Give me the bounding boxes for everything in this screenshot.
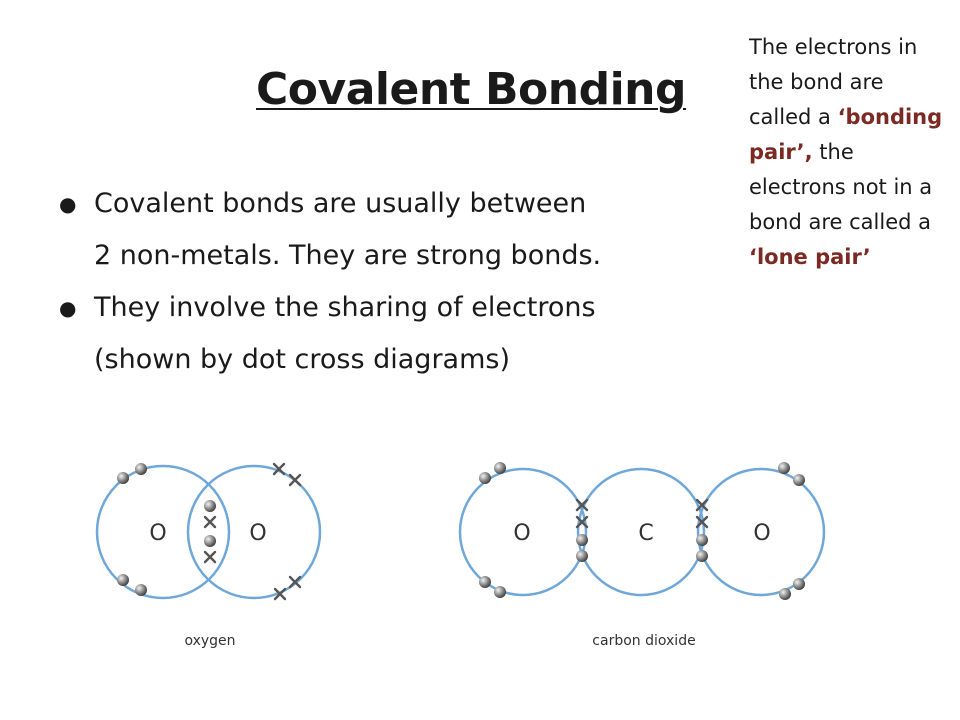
electron-dot-icon bbox=[576, 550, 588, 562]
side-note-text-1: The electrons in the bond are called a bbox=[749, 35, 918, 129]
bullet-icon: ● bbox=[59, 296, 77, 320]
bullet-1-line-2: 2 non-metals. They are strong bonds. bbox=[94, 240, 602, 271]
electron-dot-icon bbox=[793, 474, 805, 486]
electron-dot-icon bbox=[576, 534, 588, 546]
electron-dot-icon bbox=[779, 588, 791, 600]
electron-cross-icon bbox=[205, 517, 215, 527]
oxygen-caption: oxygen bbox=[184, 633, 236, 649]
electron-cross-icon bbox=[205, 552, 215, 562]
electron-dot-icon bbox=[117, 574, 129, 586]
electron-dot-icon bbox=[479, 472, 491, 484]
oxygen-atom-label-left: O bbox=[149, 521, 167, 546]
electron-dot-icon bbox=[696, 534, 708, 546]
bullet-2-line-2: (shown by dot cross diagrams) bbox=[94, 344, 510, 375]
electron-dot-icon bbox=[135, 584, 147, 596]
electron-dot-icon bbox=[204, 535, 216, 547]
bullet-2-line-1: They involve the sharing of electrons bbox=[94, 292, 596, 323]
electron-dot-icon bbox=[479, 576, 491, 588]
electron-cross-icon bbox=[290, 475, 300, 485]
co2-caption: carbon dioxide bbox=[592, 633, 696, 649]
side-note-highlight-bonding-pair: ‘bonding pair’, bbox=[749, 105, 943, 164]
carbon-dioxide-diagram bbox=[460, 462, 824, 649]
electron-dot-icon bbox=[117, 472, 129, 484]
slide-title: Covalent Bonding bbox=[256, 64, 686, 115]
bullet-1-line-1: Covalent bonds are usually between bbox=[94, 188, 587, 219]
co2-atom-label-left: O bbox=[513, 521, 531, 546]
electron-dot-icon bbox=[135, 463, 147, 475]
electron-dot-icon bbox=[793, 578, 805, 590]
bullet-icon: ● bbox=[59, 192, 77, 216]
oxygen-diagram bbox=[97, 463, 320, 649]
electron-dot-icon bbox=[778, 462, 790, 474]
oxygen-atom-label-right: O bbox=[249, 521, 267, 546]
side-note-text-2: the electrons not in a bond are called a bbox=[749, 140, 933, 234]
co2-atom-label-right: O bbox=[753, 521, 771, 546]
side-note-highlight-lone-pair: ‘lone pair’ bbox=[749, 245, 871, 269]
co2-atom-label-center: C bbox=[638, 521, 654, 546]
electron-dot-icon bbox=[696, 550, 708, 562]
electron-dot-icon bbox=[204, 500, 216, 512]
electron-dot-icon bbox=[494, 586, 506, 598]
electron-dot-icon bbox=[494, 462, 506, 474]
